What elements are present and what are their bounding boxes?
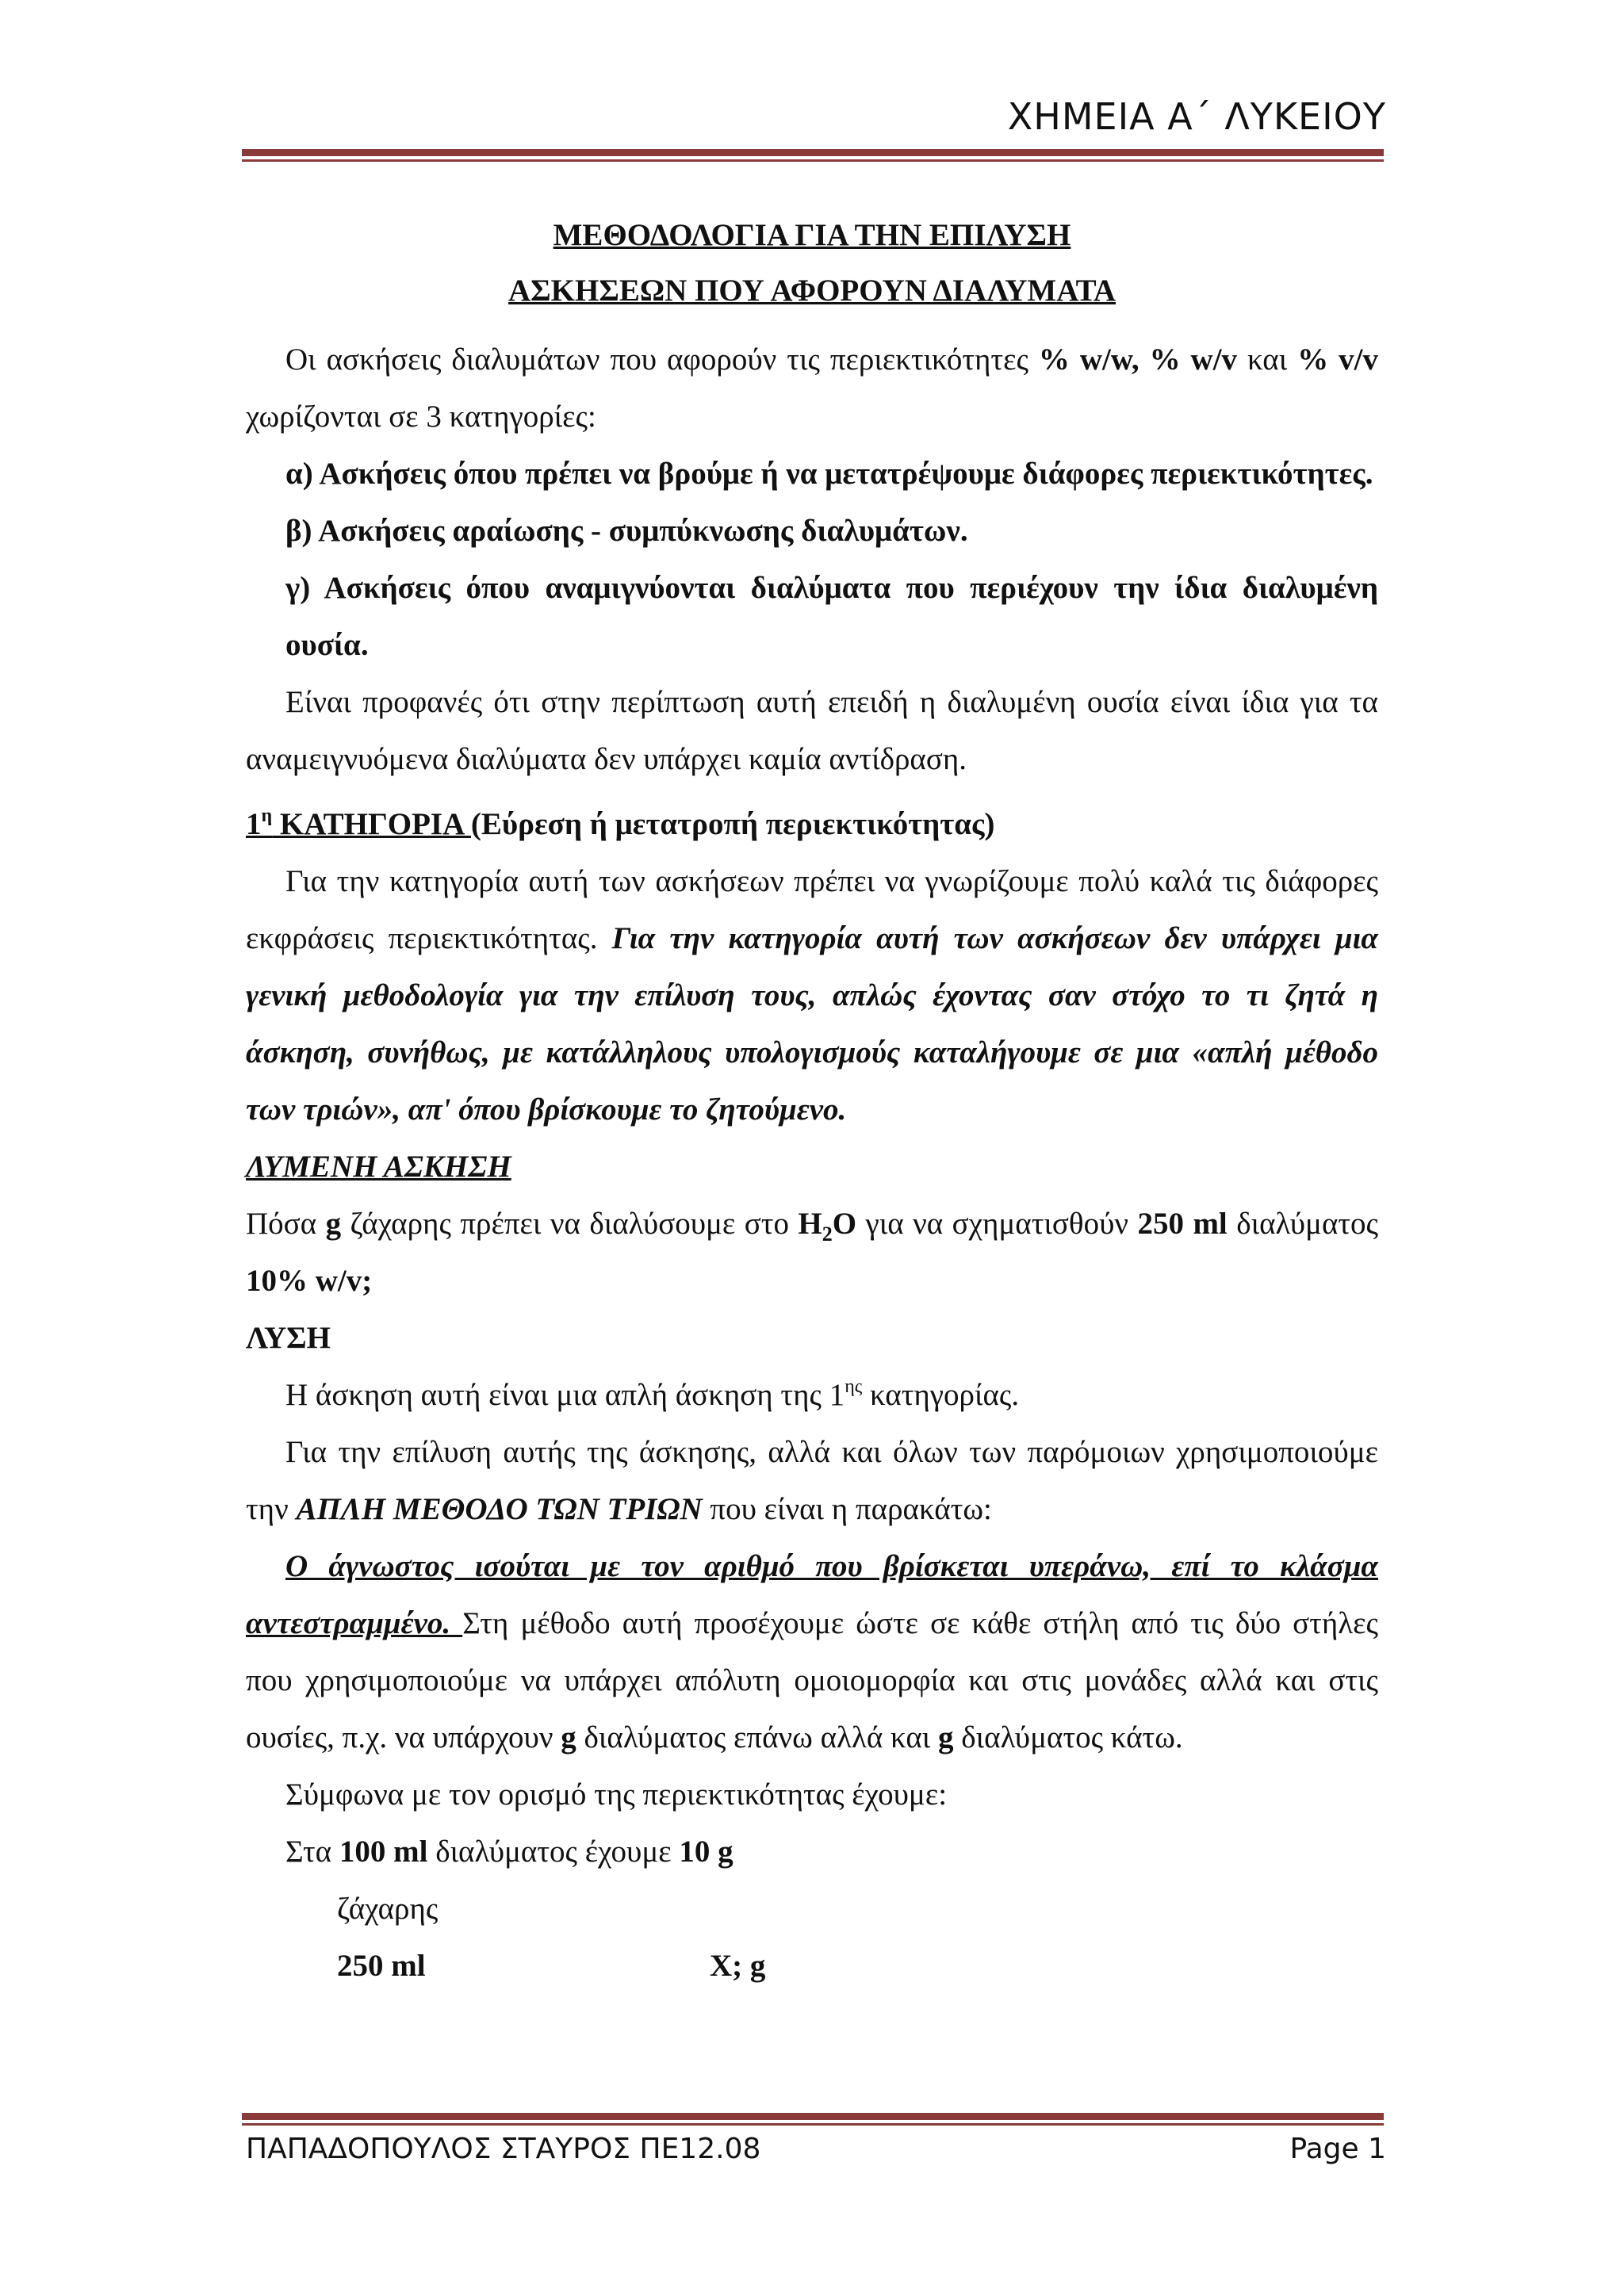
document-title-line-2: ΑΣΚΗΣΕΩΝ ΠΟΥ ΑΦΟΡΟΥΝ ΔΙΑΛΥΜΑΤΑ [508,274,1116,308]
calculation-line: Στα 100 ml διαλύματος έχουμε 10 g [285,1835,733,1869]
section-1-heading: $1^\eta$ ΚΑΤΗΓΟΡΙΑ (Εύρεση ή μετατροπή περιεκτικότητας) [246,806,995,841]
calculation-continuation: ζάχαρης [337,1892,439,1926]
proportion-left: 250 ml [337,1949,426,1983]
page-number: Page 1 [1289,2133,1386,2165]
solution-line-1: Η άσκηση αυτή είναι μια απλή άσκηση της $1^{\eta\varsigma}$ κατηγορίας. [285,1376,1020,1412]
section-1-paragraph: Για την κατηγορία αυτή των ασκήσεων πρέπει να γνωρίζουμε πολύ καλά τις διάφορες εκφράσεις περιεκτικότητας. Για την κατηγορία αυτή των ασκήσεων δεν υπάρχει μια γενική μεθοδολογία για την επίλυση τους, απλώς έχοντας σαν στόχο το τι ζητά η άσκηση, συνήθως, με κατάλληλους υπολογισμούς καταλήγουμε σε μια «απλή μέθοδο των τριών», απ' όπου βρίσκουμε το ζητούμενο. [246,864,1378,1127]
footer-author: ΠΑΠΑΔΟΠΟΥΛΟΣ ΣΤΑΥΡΟΣ ΠΕ12.08 [246,2133,761,2165]
exercise-text: Πόσα g ζάχαρης πρέπει να διαλύσουμε στο $H_2O$ για να σχηματισθούν 250 ml διαλύματος 10% w/v; [246,1207,1379,1298]
category-c: γ) Ασκήσεις όπου αναμιγνύονται διαλύματα που περιέχουν την ίδια διαλυμένη ουσία. [285,571,1378,662]
proportion-right: X; g [710,1949,766,1983]
header-rule [242,149,1384,162]
document-body [246,208,1378,1995]
document-title-line-1: ΜΕΘΟΔΟΛΟΓΙΑ ΓΙΑ ΤΗΝ ΕΠΙΛΥΣΗ [553,218,1071,252]
footer-rule [242,2113,1384,2126]
category-b: β) Ασκήσεις αραίωσης - συμπύκνωσης διαλυμάτων. [285,514,968,548]
rule-of-three-paragraph: Ο άγνωστος ισούται με τον αριθμό που βρίσκεται υπεράνω, επί το κλάσμα αντεστραμμένο. Στη μέθοδο αυτή προσέχουμε ώστε σε κάθε στήλη από τις δύο στήλες που χρησιμοποιούμε να υπάρχει απόλυτη ομοιομορφία και στις μονάδες αλλά και στις ουσίες, π.χ. να υπάρχουν g διαλύματος επάνω αλλά και g διαλύματος κάτω. [246,1549,1378,1755]
definition-line: Σύμφωνα με τον ορισμό της περιεκτικότητας έχουμε: [285,1777,948,1812]
solved-exercise-label: ΛΥΜΕΝΗ ΑΣΚΗΣΗ [246,1150,511,1184]
intro-paragraph: Οι ασκήσεις διαλυμάτων που αφορούν τις περιεκτικότητες % w/w, % w/v και % v/v χωρίζονται σε 3 κατηγορίες: [246,342,1378,434]
note-paragraph: Είναι προφανές ότι στην περίπτωση αυτή επειδή η διαλυμένη ουσία είναι ίδια για τα αναμειγνυόμενα διαλύματα δεν υπάρχει καμία αντίδραση. [246,685,1378,776]
page-header-title: ΧΗΜΕΙΑ Α΄ ΛΥΚΕΙΟΥ [1007,95,1386,138]
solution-label: ΛΥΣΗ [246,1321,331,1355]
category-a: α) Ασκήσεις όπου πρέπει να βρούμε ή να μετατρέψουμε διάφορες περιεκτικότητες. [285,457,1373,491]
proportion-row [246,1938,1378,1995]
solution-line-2: Για την επίλυση αυτής της άσκησης, αλλά και όλων των παρόμοιων χρησιμοποιούμε την ΑΠΛΗ ΜΕΘΟΔΟ ΤΩΝ ΤΡΙΩΝ που είναι η παρακάτω: [246,1435,1378,1526]
